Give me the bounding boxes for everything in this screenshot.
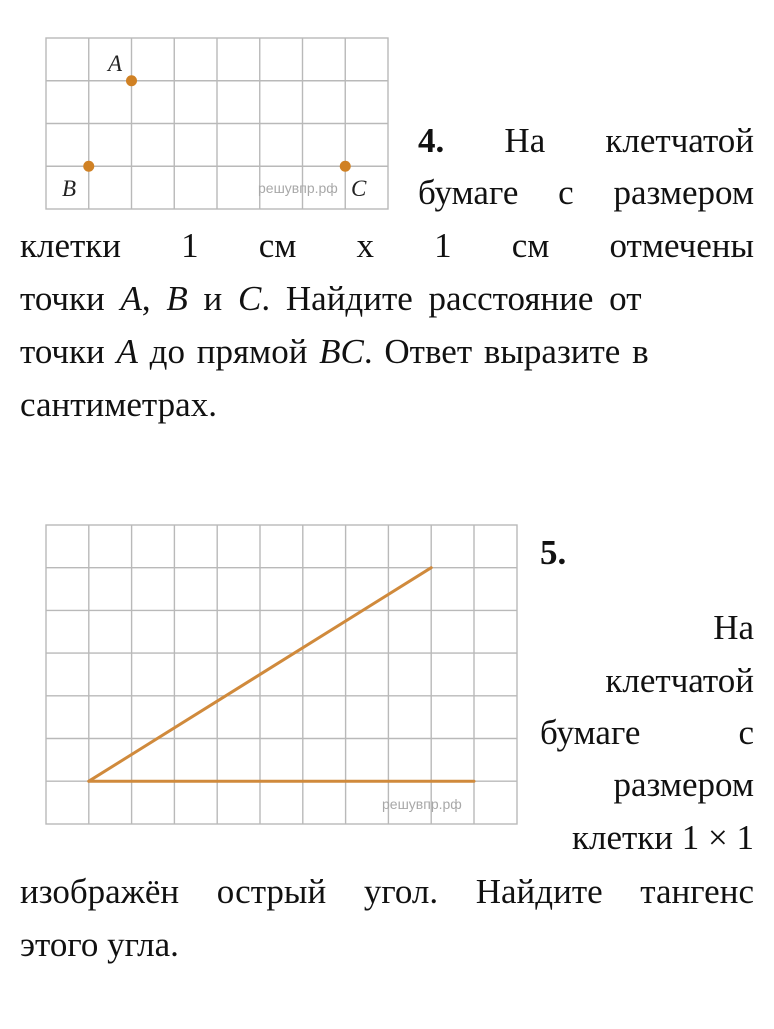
problem4-line4-mid: и bbox=[187, 279, 239, 318]
problem4-watermark: решувпр.рф bbox=[258, 180, 338, 196]
problem5-line3-word1: бумаге bbox=[540, 713, 641, 752]
problem5-grid-figure bbox=[46, 525, 517, 825]
problem4-line5-pre: точки bbox=[20, 332, 117, 371]
problem4-line5-a: A bbox=[116, 332, 138, 371]
problem5-grid bbox=[46, 525, 517, 824]
problem5-line2: клетчатой bbox=[605, 661, 754, 700]
problem4-line1 bbox=[418, 114, 754, 167]
point-a-label: A bbox=[108, 51, 123, 76]
problem5-line7: этого угла. bbox=[20, 925, 179, 964]
problem4-line4 bbox=[20, 272, 754, 325]
problem4-line2: бумаге с размером bbox=[418, 173, 754, 212]
problem4-line3-word2: 1 см bbox=[181, 226, 297, 265]
problem4-line3-word4: 1 см bbox=[434, 226, 550, 265]
point-c bbox=[340, 161, 351, 172]
problem4-line1-word1: На bbox=[504, 121, 546, 160]
problem5-line6: изображён острый угол. Найдите тангенс bbox=[20, 872, 754, 911]
problem4-line4-pre: точки bbox=[20, 279, 121, 318]
problem4-number: 4. bbox=[418, 121, 445, 160]
problem4-line3-word5: отмечены bbox=[609, 226, 755, 265]
point-c-label: C bbox=[351, 176, 367, 201]
problem5-grid-frame bbox=[46, 525, 517, 824]
point-b-label: B bbox=[62, 176, 77, 201]
problem5-watermark: решувпр.рф bbox=[382, 796, 462, 812]
problem4-line4-a: A bbox=[120, 279, 142, 318]
problem5-number: 5. bbox=[540, 533, 567, 572]
point-b bbox=[83, 161, 94, 172]
problem4-line1-word2: клетчатой bbox=[605, 121, 755, 160]
problem4-line6: сантиметрах. bbox=[20, 385, 217, 424]
problem4-line5-bc: BC bbox=[319, 332, 364, 371]
problem4-line3 bbox=[20, 219, 754, 272]
problem4-grid-figure bbox=[46, 38, 388, 210]
problem5-line4: размером bbox=[613, 765, 754, 804]
problem4-line3-word3: x bbox=[356, 226, 375, 265]
point-a bbox=[126, 75, 137, 86]
problem5-line1: На bbox=[713, 608, 754, 647]
problem4-line4-c: C bbox=[238, 279, 262, 318]
problem4-line4-sep: , bbox=[141, 279, 167, 318]
problem5-line5: клетки 1 × 1 bbox=[571, 818, 754, 857]
problem4-line5 bbox=[20, 325, 754, 378]
problem5-line3-word2: с bbox=[738, 713, 754, 752]
problem4-line5-mid: до прямой bbox=[137, 332, 320, 371]
problem4-line4-b: B bbox=[166, 279, 188, 318]
problem4-line3-word1: клетки bbox=[20, 226, 122, 265]
problem4-line4-post: . Найдите расстояние от bbox=[261, 279, 642, 318]
problem5-line3 bbox=[540, 706, 754, 759]
problem4-line5-post: . Ответ выразите в bbox=[363, 332, 649, 371]
